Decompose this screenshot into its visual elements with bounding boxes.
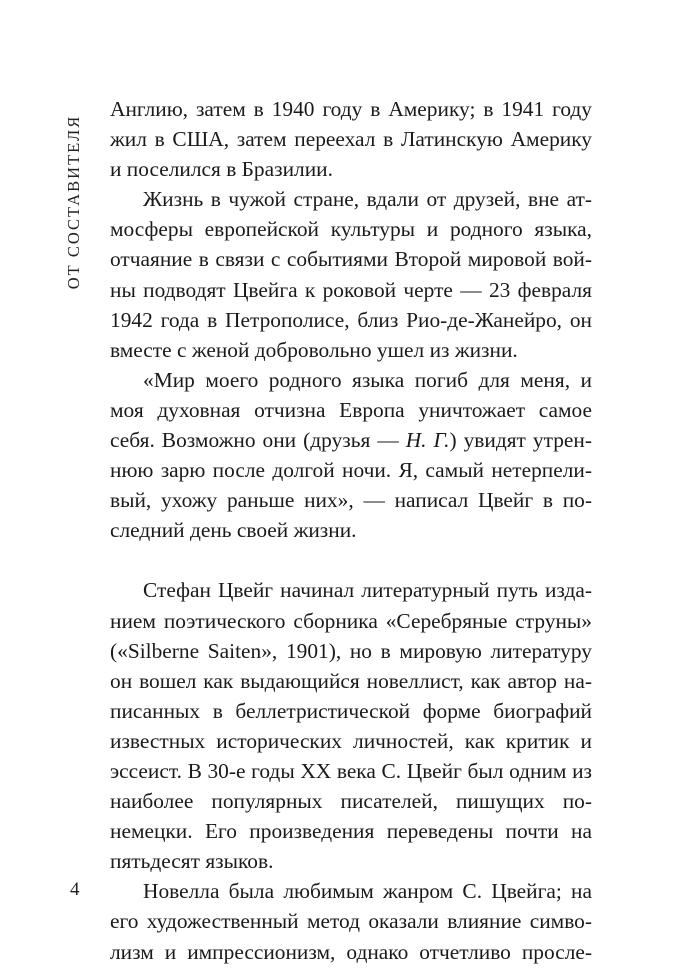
text-line: его художественный метод оказали влияние симво- bbox=[110, 909, 592, 934]
page-number: 4 bbox=[70, 879, 80, 900]
initials-italic: Н. Г. bbox=[405, 428, 450, 453]
text-line: наиболее популярных писателей, пишущих по- bbox=[110, 789, 592, 814]
text-line: немецки. Его произведения переведены почти на bbox=[110, 819, 592, 844]
text-line: вый, ухожу раньше них», — написал Цвейг в по- bbox=[110, 488, 592, 513]
text-line: эссеист. В 30-е годы XX века С. Цвейг был одним из bbox=[110, 758, 592, 783]
text-line: отчаяние в связи с событиями Второй мировой вой- bbox=[110, 247, 592, 272]
paragraph bbox=[110, 575, 592, 876]
text-line: нюю зарю после долгой ночи. Я, самый нетерпели- bbox=[110, 458, 592, 483]
text-line: Жизнь в чужой стране, вдали от друзей, вне ат- bbox=[143, 187, 592, 212]
text-line: он вошел как выдающийся новеллист, как автор на- bbox=[110, 668, 592, 693]
text-line: 1942 года в Петрополисе, близ Рио-де-Жанейро, он bbox=[110, 307, 592, 332]
text-line: Новелла была любимым жанром С. Цвейга; на bbox=[143, 879, 592, 904]
text-line: нием поэтического сборника «Серебряные струны» bbox=[110, 608, 592, 633]
text-line: вместе с женой добровольно ушел из жизни. bbox=[110, 337, 518, 362]
text-line: известных исторических личностей, как критик и bbox=[110, 728, 592, 753]
text-line: и поселился в Бразилии. bbox=[110, 157, 333, 182]
text-line: («Silberne Saiten», 1901), но в мировую литературу bbox=[110, 638, 592, 663]
paragraph bbox=[110, 94, 592, 184]
text-line: «Мир моего родного языка погиб для меня, и bbox=[143, 367, 592, 392]
text-line: Стефан Цвейг начинал литературный путь изда- bbox=[143, 578, 592, 603]
paragraph bbox=[110, 876, 592, 966]
text-line: себя. Возможно они (друзья — Н. Г.) увидят утрен- bbox=[110, 428, 592, 453]
body-text bbox=[110, 94, 592, 967]
text-line: писанных в беллетристической форме биографий bbox=[110, 698, 592, 723]
section-break bbox=[110, 545, 592, 575]
paragraph bbox=[110, 184, 592, 365]
text-line: следний день своей жизни. bbox=[110, 518, 357, 543]
text-line: моя духовная отчизна Европа уничтожает самое bbox=[110, 397, 592, 422]
text-line: Англию, затем в 1940 году в Америку; в 1941 году bbox=[110, 97, 592, 121]
text-line: мосферы европейской культуры и родного языка, bbox=[110, 217, 592, 242]
text-line: ны подводят Цвейга к роковой черте — 23 февраля bbox=[110, 277, 592, 302]
text-line: жил в США, затем переехал в Латинскую Америку bbox=[110, 127, 592, 152]
running-head bbox=[60, 96, 88, 308]
text-line: пятьдесят языков. bbox=[110, 849, 274, 874]
paragraph bbox=[110, 365, 592, 546]
text-line: лизм и импрессионизм, однако отчетливо просле- bbox=[110, 939, 592, 964]
running-head-text: ОТ СОСТАВИТЕЛЯ bbox=[64, 114, 84, 290]
